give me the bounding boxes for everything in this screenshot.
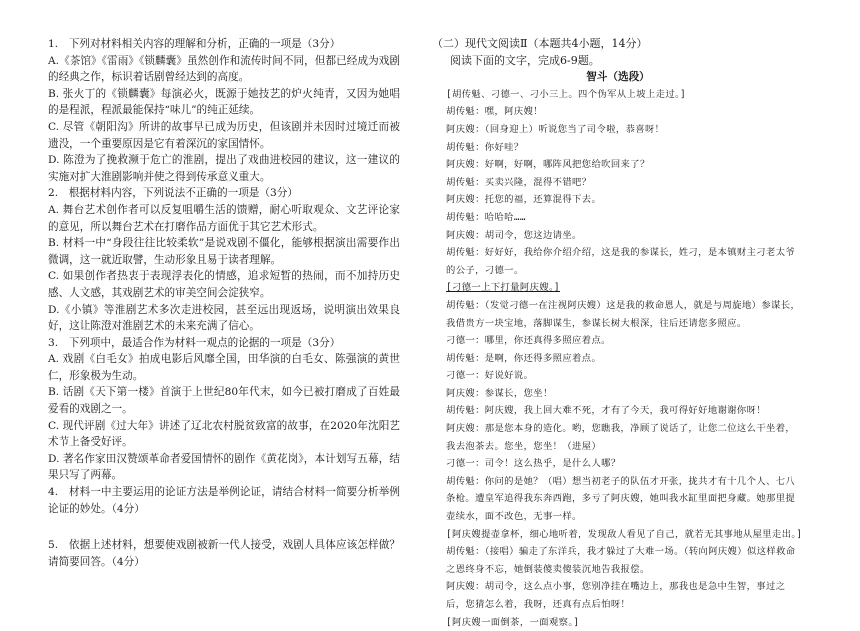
q2-option-d: D.《小镇》等淮剧艺术多次走进校园，甚至远出现返场，说明演出效果良好，这让陈澄对淮剧艺术的未来充满了信心。	[48, 303, 400, 333]
right-column	[432, 36, 804, 631]
reading-instruction: 阅读下面的文字，完成6-9题。	[450, 53, 600, 67]
dialogue-line: 阿庆嫂：托您的福，还算混得下去。	[446, 194, 602, 206]
dialogue-line: 阿庆嫂：好啊，好啊，哪阵风把您给吹回来了？	[446, 159, 650, 171]
dialogue-line: 阿庆嫂：参谋长，您坐！	[446, 387, 553, 399]
q3-stem: 3. 下列项中，最适合作为材料一观点的论据的一项是（3分）	[48, 336, 341, 349]
dialogue-line: 胡传魁：（接唱）骗走了东洋兵，我才躲过了大难一场。（转向阿庆嫂）似这样救命之恩终身不忘，她倒装傻卖傻装沉地告我报偿。	[446, 546, 796, 575]
q1-option-a: A.《茶馆》《雷雨》《锁麟囊》虽然创作和流传时间不同，但都已经成为戏剧的经典之作，标识着话剧曾经达到的高度。	[48, 54, 400, 84]
q1-stem: 1. 下列对材料相关内容的理解和分析，正确的一项是（3分）	[48, 38, 341, 50]
q1-option-c: C. 尽管《朝阳沟》所讲的故事早已成为历史，但该剧并未因时过境迁而被遗没，一个重要原因是它有着深沉的家国情怀。	[48, 120, 400, 150]
dialogue-line: 胡传魁：买卖兴隆，混得不错吧？	[446, 176, 592, 188]
dialogue-line: 刁德一：好说好说。	[446, 370, 534, 382]
dialogue-line: [阿庆嫂提壶拿杯，细心地听着，发现敌人看见了自己，就若无其事地从屋里走出。]	[446, 528, 803, 540]
dialogue-line: 胡传魁：你问的是她？（唱）想当初老子的队伍才开张，拢共才有十几个人、七八条枪。遭皇军追得我东奔西跑，多亏了阿庆嫂，她叫我水缸里面把身藏。她那里提壶续水，面不改色，无事一样。	[446, 475, 796, 523]
q1-option-d: D. 陈澄为了挽救濒于危亡的淮剧，提出了戏曲进校园的建议，这一建议的实施对扩大淮剧影响并使之得到传承意义重大。	[48, 154, 400, 183]
dialogue-line: 胡传魁：好好好，我给你介绍介绍，这是我的参谋长，姓刁，是本镇财主刁老太爷的公子，刁德一。	[446, 247, 796, 276]
q2-option-c: C. 如果创作者热衷于表现浮表化的情感，追求短暂的热闹，而不加持历史感、人文感，其戏剧艺术的审美空间会淀狭窄。	[48, 270, 400, 299]
dialogue-line: 胡传魁：阿庆嫂，我上回大难不死，才有了今天，我可得好好地谢谢你呀！	[446, 405, 766, 417]
q2-option-a: A. 舞台艺术创作者可以反复咀嚼生活的馈赠，耐心听取观众、文艺评论家的意见，所以舞台艺术在打磨作品方面优于其它艺术形式。	[48, 203, 400, 233]
dialogue-line: 阿庆嫂：胡司令，您这边请坐。	[446, 229, 582, 241]
q2-stem: 2. 根据材料内容，下列说法不正确的一项是（3分）	[48, 187, 298, 200]
section-title: （二）现代文阅读Ⅱ（本题共4小题，14分）	[432, 37, 648, 50]
q3-option-c: C. 现代评剧《过大年》讲述了辽北农村脱贫致富的故事，在2020年沈阳艺术节上备受好评。	[48, 419, 400, 449]
q1-option-b: B. 张火丁的《锁麟囊》每演必火，既源于她技艺的炉火纯青，又因为她唱的是程派，程派最能保持“味儿”的纯正延续。	[48, 87, 400, 117]
dialogue-line: [阿庆嫂一面倒茶，一面观察。]	[446, 616, 580, 628]
q3-option-b: B. 话剧《天下第一楼》首演于上世纪80年代末，如今已被打磨成了百姓最爱看的戏剧之一。	[48, 386, 400, 416]
dialogue-line: [刁德一上下打量阿庆嫂。]	[446, 282, 561, 294]
dialogue-passage	[432, 86, 804, 631]
dialogue-line: 胡传魁：你好哇？	[446, 141, 524, 153]
dialogue-line: 胡传魁：嘿，阿庆嫂！	[446, 106, 543, 118]
passage-title: 智斗（选段）	[586, 71, 650, 84]
q4-stem: 4. 材料一中主要运用的论证方法是举例论证，请结合材料一简要分析举例论证的妙处。（4分）	[48, 486, 400, 515]
answer-space	[48, 517, 400, 537]
q2-option-b: B. 材料一中“身段往往比较柔软”是说戏剧不僵化，能够根据演出需要作出微调，这一就近取譬，生动形象且易于读者理解。	[48, 237, 400, 266]
dialogue-line: 阿庆嫂：那是您本身的造化。哟，您瞧我，净顾了说话了，让您二位这么干坐着，我去泡茶去。您坐，您坐！（进屋）	[446, 423, 796, 452]
dialogue-line: [胡传魁、刁德一、刁小三上。四个伪军从上坡上走过。]	[446, 88, 687, 100]
dialogue-line: 刁德一：哪里，你还真得多照应着点。	[446, 335, 611, 347]
dialogue-line: 胡传魁：（发觉刁德一在注视阿庆嫂）这是我的救命恩人，就是与周旋地）参谋长，我借贵方一块宝地，落脚谋生，参谋长树大根深，往后还请您多照应。	[446, 299, 801, 329]
q5-stem: 5. 依据上述材料，想要使戏剧被新一代人接受，戏剧人具体应该怎样做？请简要回答。（4分）	[48, 539, 400, 568]
dialogue-line: 阿庆嫂：（回身迎上）听说您当了司令啦，恭喜呀！	[446, 123, 665, 135]
dialogue-line: 胡传魁：是啊，你还得多照应着点。	[446, 352, 602, 364]
dialogue-line: 阿庆嫂：胡司令，这么点小事，您别净挂在嘴边上，那我也是急中生智，事过之后，您猜怎么着，我呀，还真有点后怕呀！	[446, 581, 786, 610]
q3-option-d: D. 著名作家田汉赞颂革命者爱国情怀的剧作《黄花岗》，本计划写五幕，结果只写了两幕。	[48, 452, 400, 482]
dialogue-line: 胡传魁：哈哈哈……	[446, 211, 526, 223]
left-column	[48, 36, 400, 570]
dialogue-line: 刁德一：司令！这么热乎，是什么人哪？	[446, 458, 621, 470]
q3-option-a: A. 戏剧《白毛女》拍成电影后风靡全国，田华演的白毛女、陈强演的黄世仁，形象极为生动。	[48, 353, 400, 382]
